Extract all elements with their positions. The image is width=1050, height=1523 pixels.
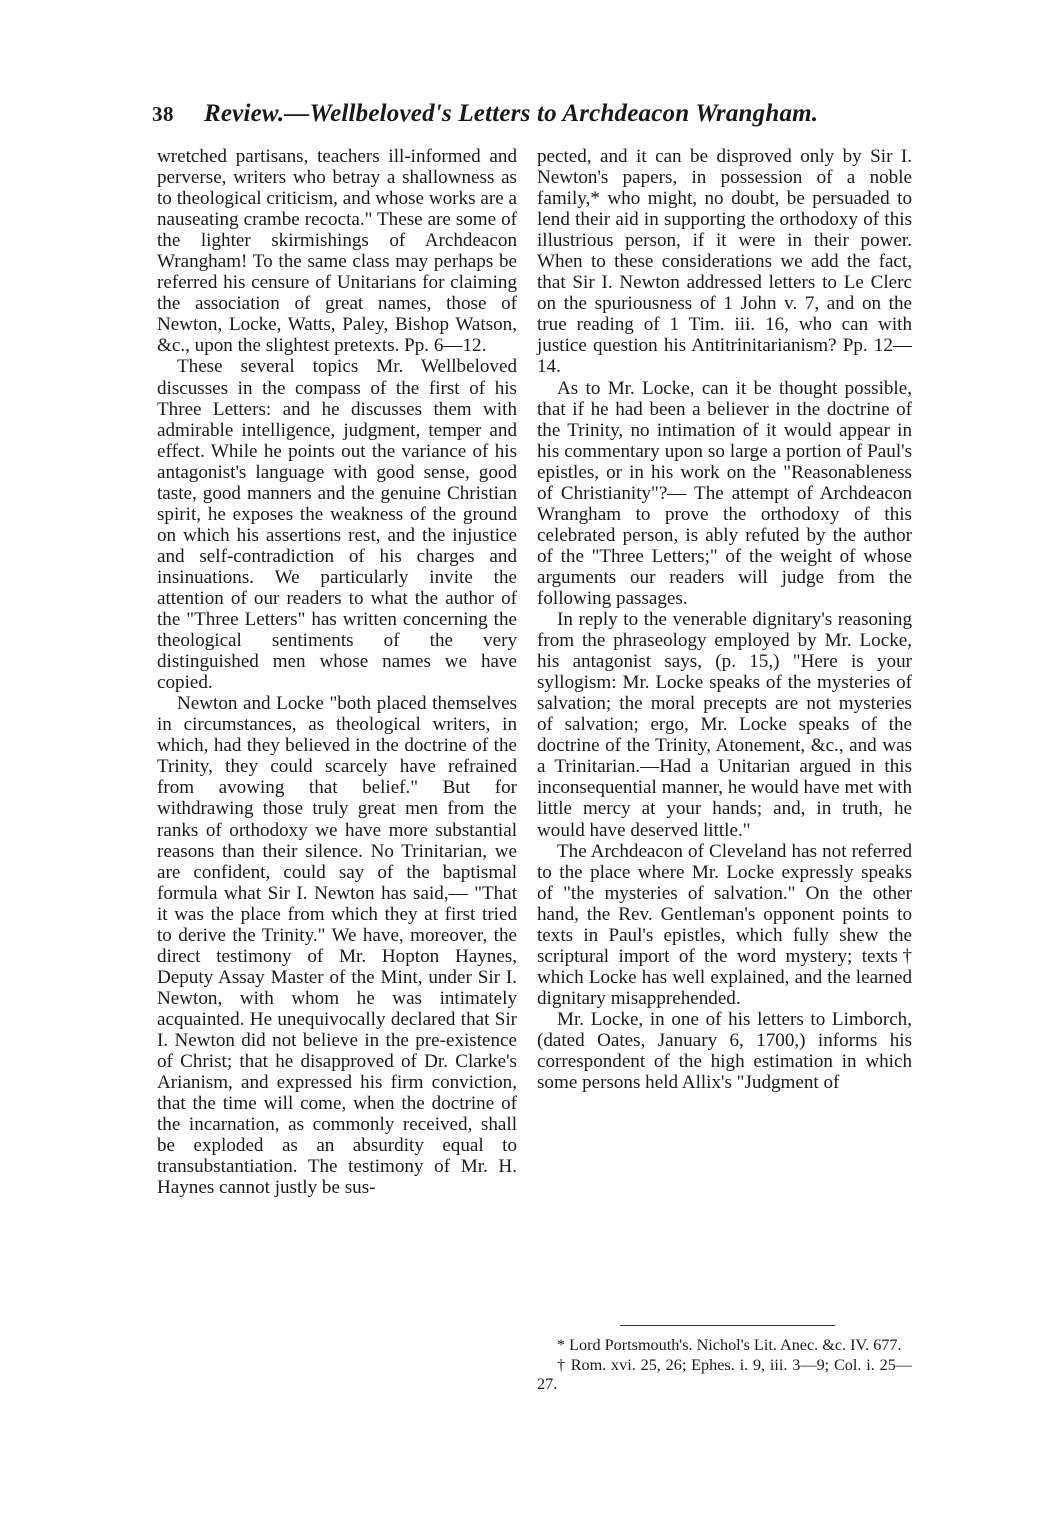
page-number: 38 — [152, 102, 174, 126]
left-column — [157, 146, 517, 1198]
paragraph: Mr. Locke, in one of his letters to Limborch, (dated Oates, January 6, 1700,) informs his correspondent of the high estimation in which some persons held Allix's "Judgment of — [537, 1008, 912, 1094]
paragraph: wretched partisans, teachers ill-informed and perverse, writers who betray a shallowness as to theological criticism, and whose works are a nauseating crambe recocta." These are some of the lighter skirmishings of Archdeacon Wrangham! To the same class may perhaps be referred his censure of Unitarians for claiming the association of great names, those of Newton, Locke, Watts, Paley, Bishop Watson, &c., upon the slightest pretexts. Pp. 6—12. — [157, 146, 517, 357]
page-header — [152, 100, 912, 140]
footnotes — [537, 1336, 912, 1395]
footnote-divider — [620, 1325, 835, 1326]
paragraph: As to Mr. Locke, can it be thought possible, that if he had been a believer in the doctrine of the Trinity, no intimation of it would appear in his commentary upon so large a portion of Paul's epistles, or in his work on the "Reasonableness of Christianity"?— The attempt of Archdeacon Wrangham to prove the orthodoxy of this celebrated person, is ably refuted by the author of the "Three Letters;" of the weight of whose arguments our readers will judge from the following passages. — [537, 377, 912, 609]
right-column — [537, 146, 912, 1093]
footnote: * Lord Portsmouth's. Nichol's Lit. Anec. &c. IV. 677. — [557, 1336, 902, 1354]
paragraph: In reply to the venerable dignitary's reasoning from the phraseology employed by Mr. Locke, his antagonist says, (p. 15,) "Here is your syllogism: Mr. Locke speaks of the mysteries of salvation; the moral precepts are not mysteries of salvation; ergo, Mr. Locke speaks of the doctrine of the Trinity, Atonement, &c., and was a Trinitarian.—Had a Unitarian argued in this inconsequential manner, he would have met with little mercy at your hands; and, in truth, he would have deserved little." — [537, 609, 912, 841]
paragraph: These several topics Mr. Wellbeloved discusses in the compass of the first of his Three Letters: and he discusses them with admirable intelligence, judgment, temper and effect. While he points out the variance of his antagonist's language with good sense, good taste, good manners and the genuine Christian spirit, he exposes the weakness of the ground on which his assertions rest, and the injustice and self-contradiction of his charges and insinuations. We particularly invite the attention of our readers to what the author of the "Three Letters" has written concerning the theological sentiments of the very distinguished men whose names we have copied. — [157, 356, 517, 694]
paragraph: Newton and Locke "both placed themselves in circumstances, as theological writers, in which, had they believed in the doctrine of the Trinity, they could scarcely have refrained from avowing that belief." But for withdrawing those truly great men from the ranks of orthodoxy we have more substantial reasons than their silence. No Trinitarian, we are confident, could say of the baptismal formula what Sir I. Newton has said,— "That it was the place from which they at first tried to derive the Trinity." We have, moreover, the direct testimony of Mr. Hopton Haynes, Deputy Assay Master of the Mint, under Sir I. Newton, with whom he was intimately acquainted. He unequivocally declared that Sir I. Newton did not believe in the pre-existence of Christ; that he disapproved of Dr. Clarke's Arianism, and expressed his firm conviction, that the time will come, when the doctrine of the incarnation, as commonly received, shall be exploded as an absurdity equal to transubstantiation. The testimony of Mr. H. Haynes cannot justly be sus- — [157, 693, 517, 1199]
paragraph: pected, and it can be disproved only by Sir I. Newton's papers, in possession of a noble family,* who might, no doubt, be persuaded to lend their aid in supporting the orthodoxy of this illustrious person, if it were in their power. When to these considerations we add the fact, that Sir I. Newton addressed letters to Le Clerc on the spuriousness of 1 John v. 7, and on the true reading of 1 Tim. iii. 16, who can with justice question his Antitrinitarianism? Pp. 12—14. — [537, 146, 912, 378]
paragraph: The Archdeacon of Cleveland has not referred to the place where Mr. Locke expressly speaks of "the mysteries of salvation." On the other hand, the Rev. Gentleman's opponent points to texts in Paul's epistles, which fully shew the scriptural import of the word mystery; texts† which Locke has well explained, and the learned dignitary misapprehended. — [537, 840, 912, 1009]
running-title: Review.—Wellbeloved's Letters to Archdeacon Wrangham. — [204, 100, 819, 127]
footnote: † Rom. xvi. 25, 26; Ephes. i. 9, iii. 3—9; Col. i. 25—27. — [537, 1355, 912, 1393]
